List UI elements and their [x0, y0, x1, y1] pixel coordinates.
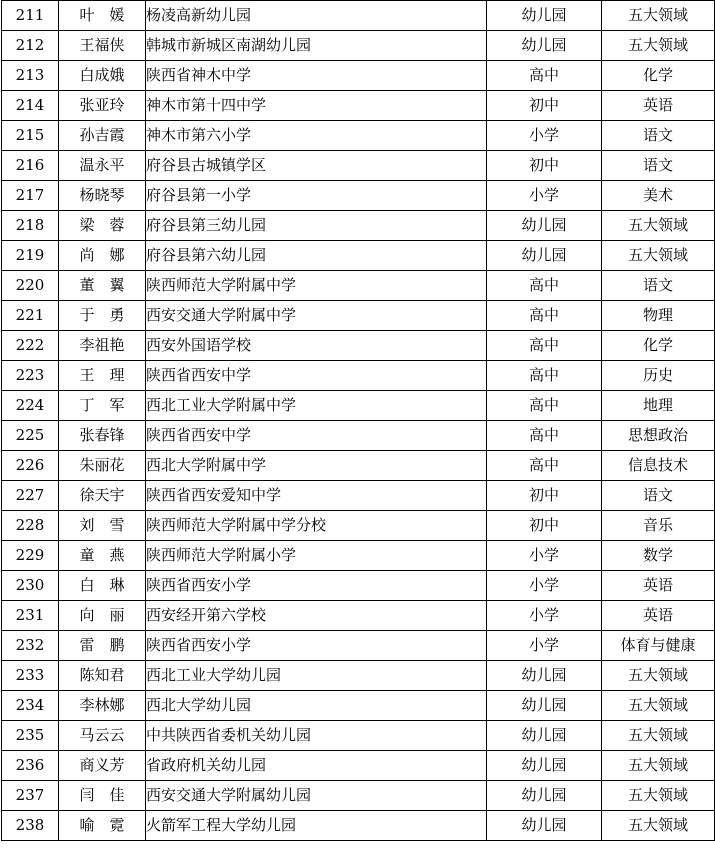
table-row [2, 541, 715, 571]
subject-cell: 五大领域 [602, 781, 715, 811]
teacher-name-cell: 闫 佳 [59, 781, 146, 811]
row-number-cell: 235 [2, 721, 59, 751]
subject-cell: 五大领域 [602, 241, 715, 271]
school-cell: 府谷县第三幼儿园 [146, 211, 487, 241]
subject-cell: 英语 [602, 601, 715, 631]
row-number-cell: 213 [2, 61, 59, 91]
row-number-cell: 212 [2, 31, 59, 61]
school-cell: 西北工业大学幼儿园 [146, 661, 487, 691]
row-number-cell: 215 [2, 121, 59, 151]
teacher-name-cell: 陈知君 [59, 661, 146, 691]
subject-cell: 语文 [602, 271, 715, 301]
school-level-cell: 幼儿园 [487, 661, 602, 691]
teacher-name-cell: 张亚玲 [59, 91, 146, 121]
school-level-cell: 幼儿园 [487, 781, 602, 811]
roster-body [2, 1, 715, 841]
subject-cell: 信息技术 [602, 451, 715, 481]
row-number-cell: 236 [2, 751, 59, 781]
row-number-cell: 223 [2, 361, 59, 391]
school-cell: 神木市第十四中学 [146, 91, 487, 121]
school-level-cell: 高中 [487, 421, 602, 451]
subject-cell: 地理 [602, 391, 715, 421]
table-row [2, 181, 715, 211]
school-level-cell: 幼儿园 [487, 721, 602, 751]
school-cell: 中共陕西省委机关幼儿园 [146, 721, 487, 751]
school-level-cell: 高中 [487, 331, 602, 361]
school-level-cell: 小学 [487, 121, 602, 151]
subject-cell: 五大领域 [602, 751, 715, 781]
row-number-cell: 232 [2, 631, 59, 661]
school-cell: 杨凌高新幼儿园 [146, 1, 487, 31]
school-cell: 陕西省西安小学 [146, 631, 487, 661]
school-cell: 陕西省神木中学 [146, 61, 487, 91]
teacher-name-cell: 童 燕 [59, 541, 146, 571]
teacher-name-cell: 李祖艳 [59, 331, 146, 361]
school-level-cell: 幼儿园 [487, 1, 602, 31]
row-number-cell: 220 [2, 271, 59, 301]
school-cell: 府谷县古城镇学区 [146, 151, 487, 181]
teacher-name-cell: 王 理 [59, 361, 146, 391]
table-row [2, 391, 715, 421]
school-cell: 神木市第六小学 [146, 121, 487, 151]
subject-cell: 数学 [602, 541, 715, 571]
subject-cell: 语文 [602, 481, 715, 511]
school-level-cell: 幼儿园 [487, 811, 602, 841]
school-cell: 陕西省西安爱知中学 [146, 481, 487, 511]
subject-cell: 音乐 [602, 511, 715, 541]
school-level-cell: 幼儿园 [487, 691, 602, 721]
school-cell: 西北大学幼儿园 [146, 691, 487, 721]
table-row [2, 811, 715, 841]
school-cell: 陕西省西安中学 [146, 361, 487, 391]
teacher-name-cell: 叶 媛 [59, 1, 146, 31]
table-row [2, 421, 715, 451]
subject-cell: 五大领域 [602, 31, 715, 61]
table-row [2, 331, 715, 361]
subject-cell: 五大领域 [602, 811, 715, 841]
teacher-name-cell: 尚 娜 [59, 241, 146, 271]
school-cell: 陕西师范大学附属小学 [146, 541, 487, 571]
row-number-cell: 218 [2, 211, 59, 241]
school-level-cell: 幼儿园 [487, 31, 602, 61]
subject-cell: 美术 [602, 181, 715, 211]
teacher-name-cell: 梁 蓉 [59, 211, 146, 241]
subject-cell: 物理 [602, 301, 715, 331]
school-level-cell: 小学 [487, 631, 602, 661]
table-row [2, 511, 715, 541]
teacher-name-cell: 刘 雪 [59, 511, 146, 541]
teacher-name-cell: 董 翼 [59, 271, 146, 301]
table-row [2, 721, 715, 751]
teacher-name-cell: 于 勇 [59, 301, 146, 331]
row-number-cell: 227 [2, 481, 59, 511]
subject-cell: 英语 [602, 571, 715, 601]
teacher-name-cell: 王福侠 [59, 31, 146, 61]
row-number-cell: 237 [2, 781, 59, 811]
school-cell: 府谷县第一小学 [146, 181, 487, 211]
school-cell: 韩城市新城区南湖幼儿园 [146, 31, 487, 61]
school-level-cell: 高中 [487, 451, 602, 481]
school-cell: 陕西省西安中学 [146, 421, 487, 451]
table-row [2, 451, 715, 481]
subject-cell: 五大领域 [602, 1, 715, 31]
subject-cell: 五大领域 [602, 691, 715, 721]
table-row [2, 481, 715, 511]
teacher-name-cell: 温永平 [59, 151, 146, 181]
school-level-cell: 高中 [487, 61, 602, 91]
subject-cell: 语文 [602, 121, 715, 151]
row-number-cell: 216 [2, 151, 59, 181]
table-row [2, 691, 715, 721]
school-level-cell: 幼儿园 [487, 241, 602, 271]
school-cell: 西安外国语学校 [146, 331, 487, 361]
subject-cell: 化学 [602, 61, 715, 91]
school-cell: 西安交通大学附属中学 [146, 301, 487, 331]
row-number-cell: 221 [2, 301, 59, 331]
teacher-name-cell: 张春锋 [59, 421, 146, 451]
teacher-name-cell: 雷 鹏 [59, 631, 146, 661]
row-number-cell: 228 [2, 511, 59, 541]
teacher-name-cell: 徐天宇 [59, 481, 146, 511]
school-level-cell: 高中 [487, 391, 602, 421]
school-cell: 陕西师范大学附属中学 [146, 271, 487, 301]
subject-cell: 化学 [602, 331, 715, 361]
teacher-name-cell: 丁 军 [59, 391, 146, 421]
subject-cell: 思想政治 [602, 421, 715, 451]
row-number-cell: 217 [2, 181, 59, 211]
school-level-cell: 小学 [487, 541, 602, 571]
school-level-cell: 初中 [487, 91, 602, 121]
school-cell: 陕西省西安小学 [146, 571, 487, 601]
row-number-cell: 222 [2, 331, 59, 361]
teacher-name-cell: 朱丽花 [59, 451, 146, 481]
subject-cell: 五大领域 [602, 211, 715, 241]
school-level-cell: 初中 [487, 511, 602, 541]
table-row [2, 631, 715, 661]
school-cell: 火箭军工程大学幼儿园 [146, 811, 487, 841]
teacher-name-cell: 白 琳 [59, 571, 146, 601]
table-row [2, 241, 715, 271]
table-row [2, 571, 715, 601]
table-row [2, 271, 715, 301]
school-cell: 西安经开第六学校 [146, 601, 487, 631]
row-number-cell: 234 [2, 691, 59, 721]
school-level-cell: 高中 [487, 301, 602, 331]
school-level-cell: 小学 [487, 181, 602, 211]
teacher-name-cell: 李林娜 [59, 691, 146, 721]
school-cell: 府谷县第六幼儿园 [146, 241, 487, 271]
table-row [2, 751, 715, 781]
subject-cell: 历史 [602, 361, 715, 391]
table-row [2, 151, 715, 181]
teacher-name-cell: 向 丽 [59, 601, 146, 631]
table-row [2, 661, 715, 691]
row-number-cell: 224 [2, 391, 59, 421]
row-number-cell: 230 [2, 571, 59, 601]
table-row [2, 781, 715, 811]
subject-cell: 语文 [602, 151, 715, 181]
row-number-cell: 233 [2, 661, 59, 691]
school-level-cell: 高中 [487, 271, 602, 301]
school-cell: 西北大学附属中学 [146, 451, 487, 481]
table-row [2, 61, 715, 91]
roster-table [1, 0, 715, 841]
table-row [2, 601, 715, 631]
teacher-name-cell: 杨晓琴 [59, 181, 146, 211]
row-number-cell: 226 [2, 451, 59, 481]
table-row [2, 1, 715, 31]
school-cell: 陕西师范大学附属中学分校 [146, 511, 487, 541]
row-number-cell: 225 [2, 421, 59, 451]
school-level-cell: 初中 [487, 481, 602, 511]
subject-cell: 体育与健康 [602, 631, 715, 661]
table-row [2, 211, 715, 241]
school-cell: 西北工业大学附属中学 [146, 391, 487, 421]
row-number-cell: 219 [2, 241, 59, 271]
teacher-name-cell: 喻 霓 [59, 811, 146, 841]
row-number-cell: 231 [2, 601, 59, 631]
subject-cell: 英语 [602, 91, 715, 121]
row-number-cell: 238 [2, 811, 59, 841]
subject-cell: 五大领域 [602, 721, 715, 751]
school-cell: 西安交通大学附属幼儿园 [146, 781, 487, 811]
teacher-name-cell: 孙吉霞 [59, 121, 146, 151]
row-number-cell: 229 [2, 541, 59, 571]
teacher-name-cell: 马云云 [59, 721, 146, 751]
table-row [2, 121, 715, 151]
school-cell: 省政府机关幼儿园 [146, 751, 487, 781]
row-number-cell: 211 [2, 1, 59, 31]
subject-cell: 五大领域 [602, 661, 715, 691]
table-row [2, 91, 715, 121]
school-level-cell: 小学 [487, 601, 602, 631]
teacher-name-cell: 白成娥 [59, 61, 146, 91]
school-level-cell: 初中 [487, 151, 602, 181]
school-level-cell: 高中 [487, 361, 602, 391]
school-level-cell: 幼儿园 [487, 211, 602, 241]
table-row [2, 361, 715, 391]
school-level-cell: 小学 [487, 571, 602, 601]
row-number-cell: 214 [2, 91, 59, 121]
table-row [2, 301, 715, 331]
teacher-name-cell: 商义芳 [59, 751, 146, 781]
table-row [2, 31, 715, 61]
school-level-cell: 幼儿园 [487, 751, 602, 781]
